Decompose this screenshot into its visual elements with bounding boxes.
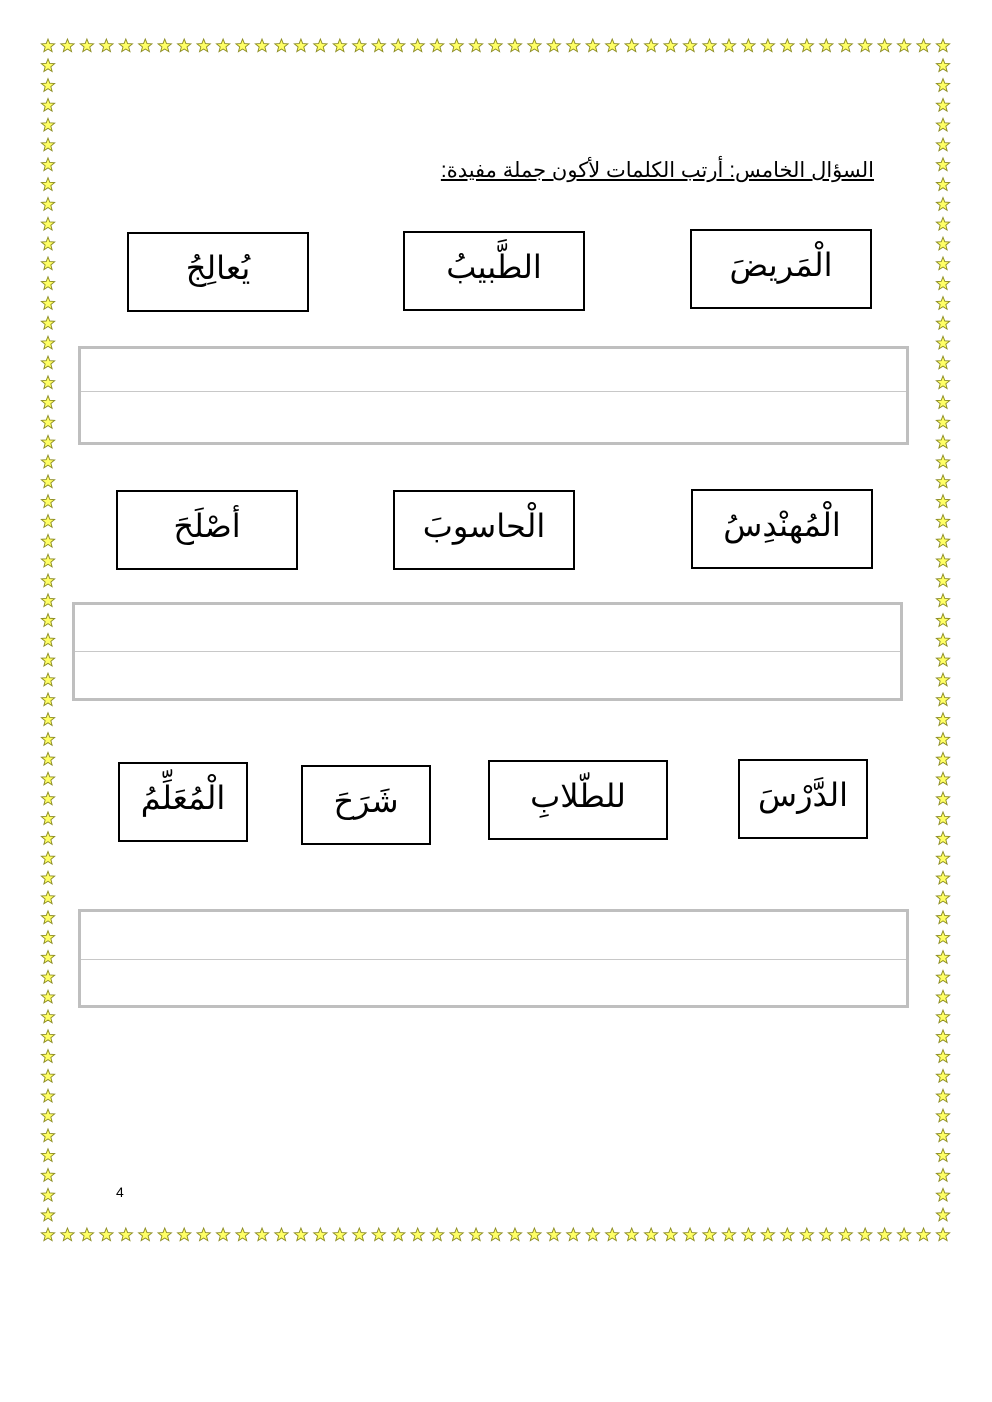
page-number: 4 — [116, 1184, 124, 1200]
star-icon — [294, 1228, 307, 1241]
word-text: الْمَريضَ — [729, 246, 833, 284]
star-icon — [100, 39, 113, 52]
star-icon — [41, 316, 54, 329]
star-icon — [820, 39, 833, 52]
star-icon — [936, 257, 949, 270]
star-icon — [41, 455, 54, 468]
star-icon — [936, 931, 949, 944]
word-card-patient[interactable] — [690, 229, 872, 309]
star-icon — [41, 812, 54, 825]
star-icon — [936, 217, 949, 230]
word-text: للطّلابِ — [530, 777, 626, 815]
word-card-doctor[interactable] — [403, 231, 585, 311]
star-icon — [41, 891, 54, 904]
star-icon — [411, 1228, 424, 1241]
star-icon — [41, 217, 54, 230]
star-icon — [119, 39, 132, 52]
star-icon — [936, 911, 949, 924]
star-icon — [41, 931, 54, 944]
star-icon — [625, 1228, 638, 1241]
star-icon — [41, 158, 54, 171]
star-icon — [41, 990, 54, 1003]
star-icon — [450, 39, 463, 52]
star-icon — [878, 39, 891, 52]
star-icon — [372, 39, 385, 52]
star-icon — [936, 1109, 949, 1122]
star-icon — [936, 79, 949, 92]
word-text: الطَّبيبُ — [446, 248, 542, 286]
star-icon — [936, 871, 949, 884]
star-icon — [430, 39, 443, 52]
star-icon — [859, 39, 872, 52]
star-icon — [936, 772, 949, 785]
star-icon — [41, 1169, 54, 1182]
star-icon — [936, 1069, 949, 1082]
star-icon — [936, 237, 949, 250]
star-icon — [508, 1228, 521, 1241]
star-icon — [936, 1129, 949, 1142]
star-icon — [936, 98, 949, 111]
star-icon — [411, 39, 424, 52]
word-text: شَرَحَ — [333, 782, 399, 820]
star-icon — [41, 178, 54, 191]
answer-area-2[interactable] — [72, 602, 903, 701]
star-icon — [644, 1228, 657, 1241]
star-icon — [41, 1188, 54, 1201]
star-icon — [839, 39, 852, 52]
star-icon — [528, 1228, 541, 1241]
star-icon — [936, 336, 949, 349]
word-text: أصْلَحَ — [173, 507, 241, 545]
star-icon — [41, 634, 54, 647]
star-icon — [41, 79, 54, 92]
star-icon — [41, 871, 54, 884]
star-icon — [703, 1228, 716, 1241]
star-icon — [936, 1188, 949, 1201]
star-icon — [41, 733, 54, 746]
star-icon — [722, 39, 735, 52]
star-icon — [547, 39, 560, 52]
star-icon — [936, 792, 949, 805]
star-icon — [41, 1228, 54, 1241]
star-icon — [353, 39, 366, 52]
star-icon — [897, 1228, 910, 1241]
star-icon — [586, 1228, 599, 1241]
star-icon — [936, 1089, 949, 1102]
star-icon — [41, 594, 54, 607]
star-icon — [936, 554, 949, 567]
star-icon — [139, 39, 152, 52]
word-text: يُعالِجُ — [185, 249, 251, 287]
star-icon — [450, 1228, 463, 1241]
star-icon — [936, 118, 949, 131]
star-icon — [936, 733, 949, 746]
star-icon — [878, 1228, 891, 1241]
star-icon — [100, 1228, 113, 1241]
star-icon — [936, 574, 949, 587]
star-icon — [41, 356, 54, 369]
star-icon — [936, 970, 949, 983]
star-icon — [936, 455, 949, 468]
star-icon — [936, 752, 949, 765]
star-icon — [508, 39, 521, 52]
star-icon — [41, 515, 54, 528]
answer-area-1[interactable] — [78, 346, 909, 445]
star-icon — [742, 39, 755, 52]
star-icon — [41, 1030, 54, 1043]
star-icon — [41, 39, 54, 52]
star-icon — [158, 1228, 171, 1241]
star-icon — [664, 39, 677, 52]
star-icon — [936, 614, 949, 627]
star-icon — [936, 1228, 949, 1241]
word-card-lesson[interactable] — [738, 759, 868, 839]
star-icon — [936, 1010, 949, 1023]
star-icon — [547, 1228, 560, 1241]
star-icon — [41, 911, 54, 924]
star-icon — [314, 39, 327, 52]
star-icon — [392, 39, 405, 52]
star-icon — [275, 1228, 288, 1241]
star-icon — [178, 39, 191, 52]
star-icon — [80, 1228, 93, 1241]
star-icon — [859, 1228, 872, 1241]
word-card-teacher[interactable] — [118, 762, 248, 842]
star-icon — [936, 693, 949, 706]
star-icon — [936, 534, 949, 547]
star-icon — [61, 39, 74, 52]
star-icon — [216, 39, 229, 52]
star-icon — [333, 1228, 346, 1241]
star-icon — [41, 653, 54, 666]
star-icon — [41, 792, 54, 805]
star-icon — [936, 990, 949, 1003]
word-text: الدَّرْسَ — [758, 776, 848, 814]
star-icon — [897, 39, 910, 52]
star-icon — [353, 1228, 366, 1241]
star-icon — [936, 277, 949, 290]
star-icon — [586, 39, 599, 52]
star-icon — [917, 39, 930, 52]
star-icon — [41, 1129, 54, 1142]
star-icon — [936, 435, 949, 448]
star-icon — [936, 376, 949, 389]
star-icon — [41, 832, 54, 845]
star-icon — [761, 1228, 774, 1241]
star-icon — [41, 772, 54, 785]
star-icon — [41, 1109, 54, 1122]
star-icon — [936, 832, 949, 845]
star-icon — [800, 39, 813, 52]
star-icon — [936, 138, 949, 151]
star-icon — [41, 752, 54, 765]
star-icon — [41, 1010, 54, 1023]
word-text: الْمُهنْدِسُ — [723, 506, 841, 544]
writing-guide-line — [75, 651, 900, 652]
star-icon — [742, 1228, 755, 1241]
star-icon — [936, 495, 949, 508]
star-icon — [664, 1228, 677, 1241]
word-text: الْمُعَلِّمُ — [140, 779, 226, 817]
star-icon — [936, 1169, 949, 1182]
star-icon — [567, 39, 580, 52]
star-icon — [372, 1228, 385, 1241]
star-icon — [41, 396, 54, 409]
star-icon — [936, 951, 949, 964]
star-icon — [41, 118, 54, 131]
star-icon — [936, 851, 949, 864]
answer-area-3[interactable] — [78, 909, 909, 1008]
star-icon — [936, 594, 949, 607]
star-icon — [158, 39, 171, 52]
star-icon — [41, 693, 54, 706]
star-icon — [936, 634, 949, 647]
star-icon — [41, 277, 54, 290]
star-icon — [936, 1050, 949, 1063]
word-card-students[interactable] — [488, 760, 668, 840]
star-icon — [820, 1228, 833, 1241]
question-title: السؤال الخامس: أرتب الكلمات لأكون جملة مفيدة: — [440, 159, 874, 182]
star-icon — [936, 653, 949, 666]
star-icon — [41, 336, 54, 349]
word-card-computer[interactable] — [393, 490, 575, 570]
star-icon — [936, 1030, 949, 1043]
star-icon — [683, 1228, 696, 1241]
star-icon — [275, 39, 288, 52]
star-icon — [489, 1228, 502, 1241]
star-icon — [936, 515, 949, 528]
star-icon — [606, 1228, 619, 1241]
star-icon — [936, 416, 949, 429]
star-icon — [41, 574, 54, 587]
star-icon — [197, 39, 210, 52]
word-text: الْحاسوبَ — [422, 507, 546, 545]
star-icon — [917, 1228, 930, 1241]
star-icon — [683, 39, 696, 52]
star-icon — [41, 1208, 54, 1221]
star-icon — [80, 39, 93, 52]
star-icon — [936, 198, 949, 211]
star-icon — [761, 39, 774, 52]
star-icon — [41, 1050, 54, 1063]
star-icon — [528, 39, 541, 52]
star-icon — [936, 1208, 949, 1221]
star-icon — [430, 1228, 443, 1241]
star-icon — [936, 1149, 949, 1162]
star-icon — [936, 178, 949, 191]
star-icon — [333, 39, 346, 52]
star-icon — [41, 416, 54, 429]
word-card-explained[interactable] — [301, 765, 431, 845]
star-icon — [41, 257, 54, 270]
star-icon — [392, 1228, 405, 1241]
word-card-treats[interactable] — [127, 232, 309, 312]
star-icon — [41, 297, 54, 310]
star-icon — [469, 39, 482, 52]
star-icon — [41, 673, 54, 686]
star-icon — [41, 59, 54, 72]
star-icon — [936, 316, 949, 329]
star-icon — [41, 495, 54, 508]
star-icon — [197, 1228, 210, 1241]
star-icon — [139, 1228, 152, 1241]
star-icon — [41, 554, 54, 567]
star-icon — [41, 851, 54, 864]
star-icon — [936, 475, 949, 488]
star-icon — [606, 39, 619, 52]
star-icon — [255, 1228, 268, 1241]
star-icon — [41, 98, 54, 111]
star-icon — [41, 1089, 54, 1102]
star-icon — [936, 713, 949, 726]
star-icon — [936, 812, 949, 825]
star-icon — [119, 1228, 132, 1241]
star-icon — [936, 158, 949, 171]
star-icon — [936, 297, 949, 310]
star-icon — [314, 1228, 327, 1241]
star-icon — [41, 237, 54, 250]
star-icon — [41, 970, 54, 983]
star-icon — [800, 1228, 813, 1241]
star-icon — [61, 1228, 74, 1241]
star-icon — [41, 1069, 54, 1082]
star-icon — [703, 39, 716, 52]
star-icon — [936, 39, 949, 52]
star-icon — [469, 1228, 482, 1241]
star-icon — [236, 39, 249, 52]
star-icon — [41, 534, 54, 547]
star-icon — [178, 1228, 191, 1241]
star-icon — [936, 891, 949, 904]
star-icon — [781, 39, 794, 52]
star-icon — [567, 1228, 580, 1241]
writing-guide-line — [81, 391, 906, 392]
star-icon — [41, 475, 54, 488]
word-card-engineer[interactable] — [691, 489, 873, 569]
star-icon — [781, 1228, 794, 1241]
star-icon — [625, 39, 638, 52]
star-icon — [41, 198, 54, 211]
star-icon — [41, 376, 54, 389]
word-card-repaired[interactable] — [116, 490, 298, 570]
star-icon — [216, 1228, 229, 1241]
writing-guide-line — [81, 959, 906, 960]
star-icon — [936, 396, 949, 409]
star-icon — [294, 39, 307, 52]
star-icon — [41, 435, 54, 448]
star-icon — [236, 1228, 249, 1241]
star-icon — [722, 1228, 735, 1241]
star-icon — [644, 39, 657, 52]
star-icon — [41, 1149, 54, 1162]
star-icon — [489, 39, 502, 52]
star-icon — [41, 614, 54, 627]
star-icon — [41, 138, 54, 151]
star-icon — [839, 1228, 852, 1241]
star-icon — [255, 39, 268, 52]
star-icon — [936, 673, 949, 686]
star-icon — [41, 951, 54, 964]
star-icon — [936, 356, 949, 369]
star-icon — [936, 59, 949, 72]
star-icon — [41, 713, 54, 726]
